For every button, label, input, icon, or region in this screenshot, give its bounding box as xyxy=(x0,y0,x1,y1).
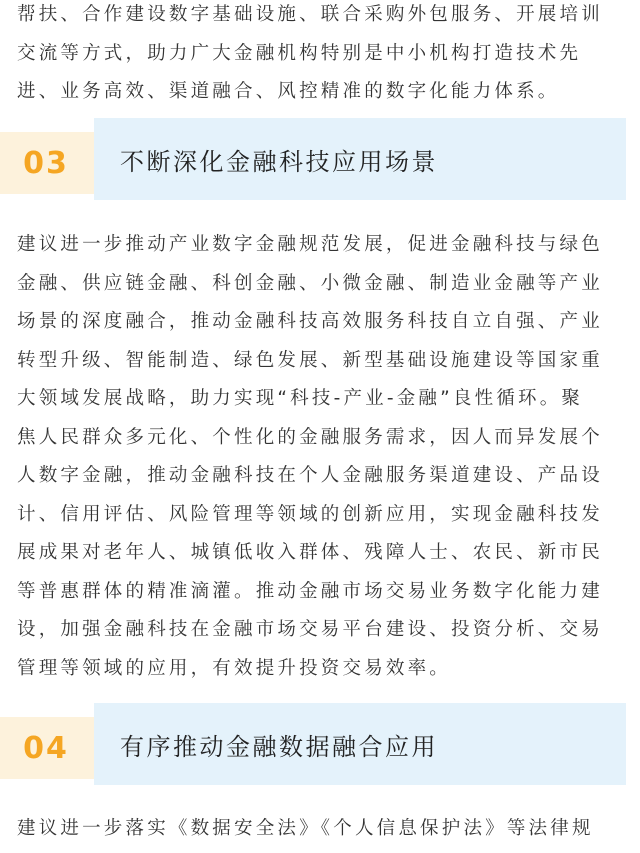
section-number-badge xyxy=(0,717,94,779)
section-04-header xyxy=(0,703,626,785)
section-03-paragraph xyxy=(17,226,629,688)
paragraph-line: 转型升级、智能制造、绿色发展、新型基础设施建设等国家重 xyxy=(17,349,603,371)
paragraph-line: 人数字金融，推动金融科技在个人金融服务渠道建设、产品设 xyxy=(17,465,603,486)
paragraph-line: 管理等领域的应用，有效提升投资交易效率。 xyxy=(17,657,452,679)
paragraph-line: 场景的深度融合，推动金融科技高效服务科技自立自强、产业 xyxy=(17,311,603,332)
paragraph-line: 设，加强金融科技在金融市场交易平台建设、投资分析、交易 xyxy=(17,619,603,640)
paragraph-line: 建议进一步落实《数据安全法》《个人信息保护法》等法律规 xyxy=(17,818,594,839)
section-03-header xyxy=(0,118,626,200)
paragraph-line: 帮扶、合作建设数字基础设施、联合采购外包服务、开展培训 xyxy=(17,4,603,25)
section-04-paragraph xyxy=(17,810,629,849)
paragraph-line: 焦人民群众多元化、个性化的金融服务需求，因人而异发展个 xyxy=(17,426,603,448)
section-number-badge xyxy=(0,132,94,194)
section-number: 03 xyxy=(23,145,69,181)
section-number: 04 xyxy=(23,730,69,766)
paragraph-line: 大领域发展战略，助力实现“科技-产业-金融”良性循环。聚 xyxy=(17,388,584,409)
paragraph-line: 金融、供应链金融、科创金融、小微金融、制造业金融等产业 xyxy=(17,272,603,294)
section-title: 有序推动金融数据融合应用 xyxy=(120,732,438,761)
section-title: 不断深化金融科技应用场景 xyxy=(120,147,438,176)
paragraph-line: 等普惠群体的精准滴灌。推动金融市场交易业务数字化能力建 xyxy=(17,580,603,602)
paragraph-line: 展成果对老年人、城镇低收入群体、残障人士、农民、新市民 xyxy=(17,542,603,563)
section-title-bar xyxy=(94,703,626,785)
paragraph-line: 进、业务高效、渠道融合、风控精准的数字化能力体系。 xyxy=(17,81,560,102)
paragraph-line: 交流等方式，助力广大金融机构特别是中小机构打造技术先 xyxy=(17,42,582,64)
paragraph-line: 建议进一步推动产业数字金融规范发展，促进金融科技与绿色 xyxy=(17,234,603,255)
paragraph-line: 计、信用评估、风险管理等领域的创新应用，实现金融科技发 xyxy=(17,503,603,525)
intro-paragraph xyxy=(17,0,629,112)
section-title-bar xyxy=(94,118,626,200)
